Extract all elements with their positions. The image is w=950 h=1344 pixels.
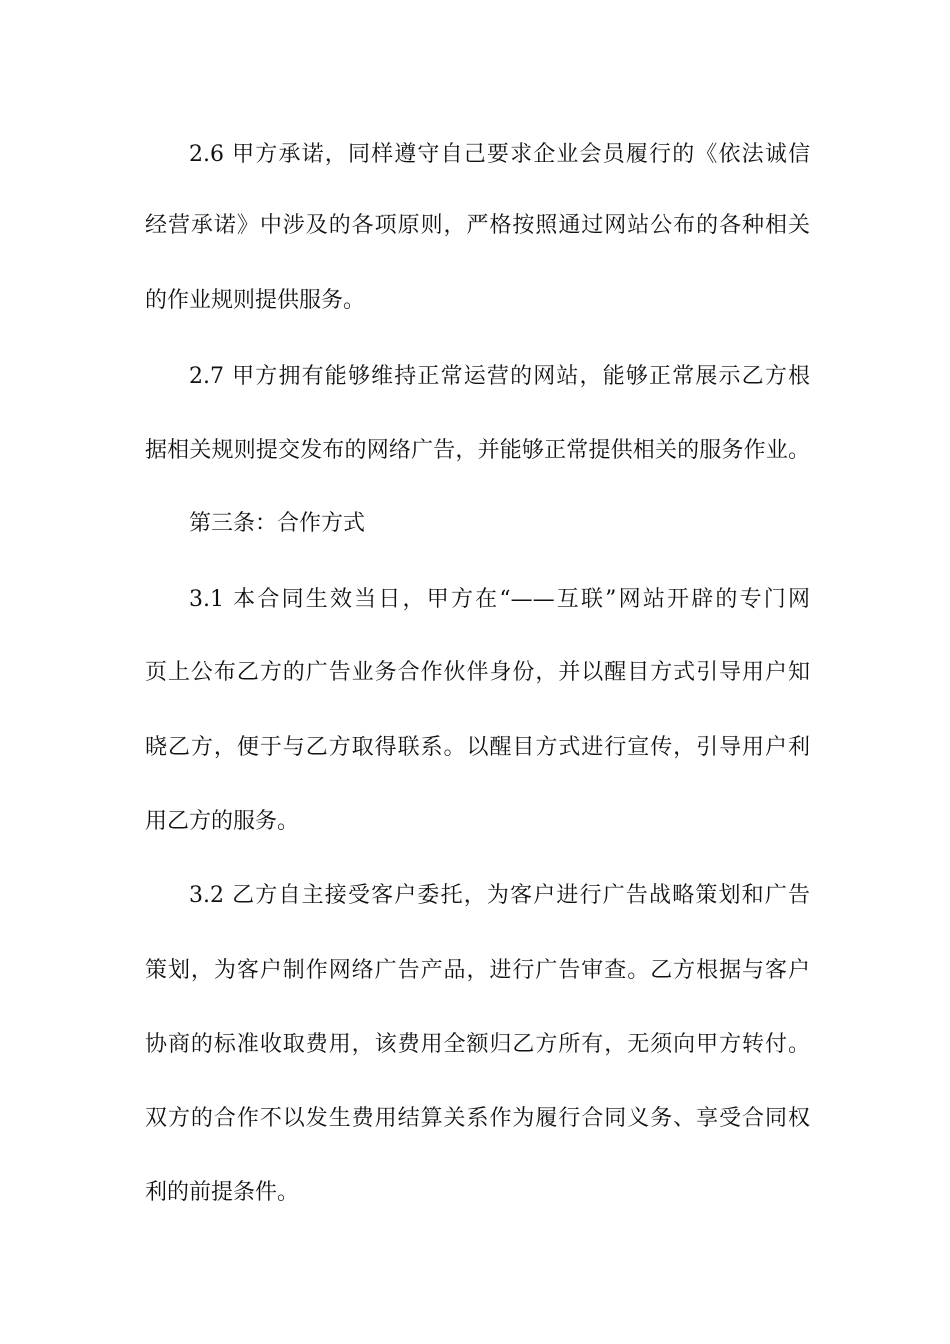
text-line: 经营承诺》中涉及的各项原则，严格按照通过网站公布的各种相关 [145,213,810,238]
text-line: 策划，为客户制作网络广告产品，进行广告审查。乙方根据与客户 [145,958,810,983]
text-line: 用乙方的服务。 [145,809,300,834]
text-line: 利的前提条件。 [145,1180,300,1205]
text-line-3-2-start: 3.2 乙方自主接受客户委托，为客户进行广告战略策划和广告 [189,883,810,908]
text-line-2-7-start: 2.7 甲方拥有能够维持正常运营的网站，能够正常展示乙方根 [189,364,810,389]
text-line: 页上公布乙方的广告业务合作伙伴身份，并以醒目方式引导用户知 [145,660,810,685]
text-line-3-1-start: 3.1 本合同生效当日，甲方在“——互联”网站开辟的专门网 [189,587,810,612]
text-line: 的作业规则提供服务。 [145,288,366,313]
text-line: 据相关规则提交发布的网络广告，并能够正常提供相关的服务作业。 [145,438,810,463]
text-line-2-6-start: 2.6 甲方承诺，同样遵守自己要求企业会员履行的《依法诚信 [189,142,810,167]
section-heading: 第三条：合作方式 [189,511,366,536]
text-line: 双方的合作不以发生费用结算关系作为履行合同义务、享受合同权 [145,1106,810,1131]
text-line: 晓乙方，便于与乙方取得联系。以醒目方式进行宣传，引导用户利 [145,735,810,760]
text-line: 协商的标准收取费用，该费用全额归乙方所有，无须向甲方转付。 [145,1032,810,1057]
